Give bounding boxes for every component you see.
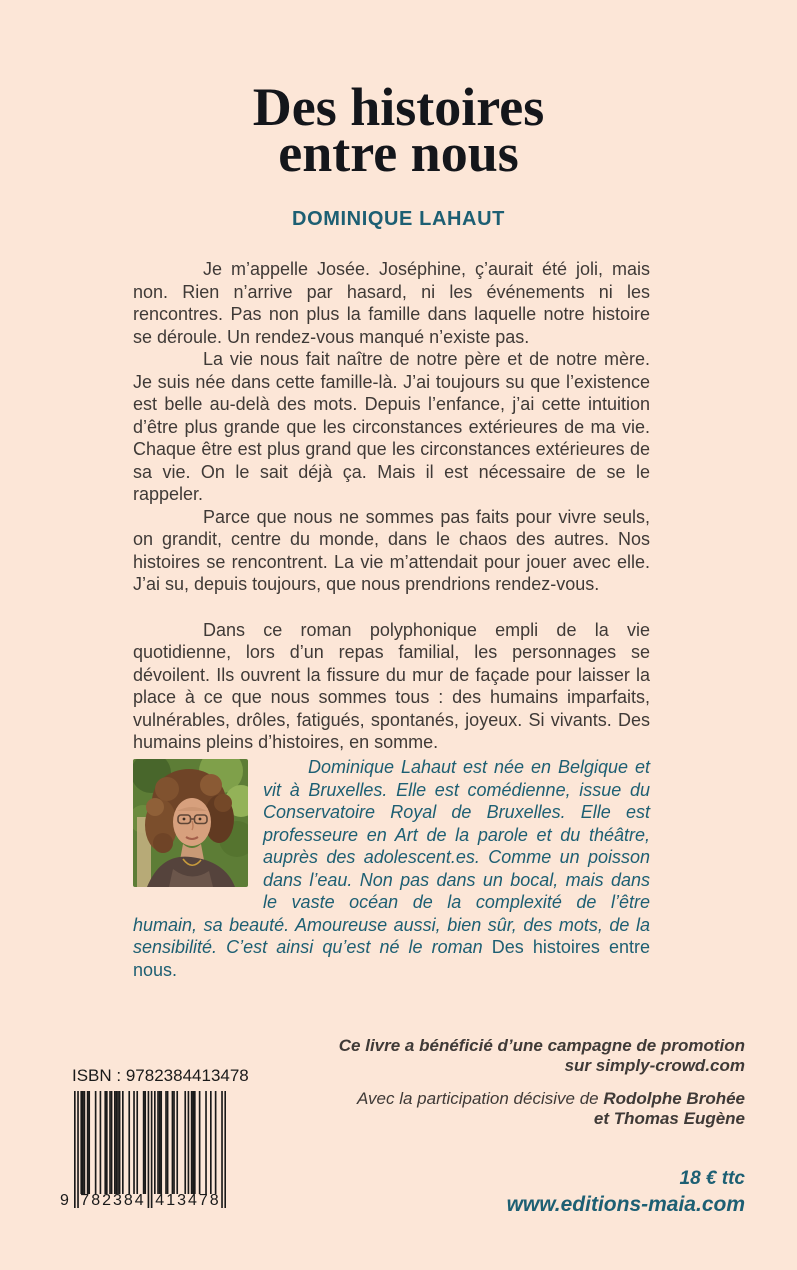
price: 18 € ttc bbox=[679, 1168, 745, 1189]
promotion-campaign bbox=[305, 1036, 745, 1076]
author-bio bbox=[133, 756, 650, 981]
promotion-credit bbox=[305, 1089, 745, 1129]
bio-book-title: Des histoires entre nous. bbox=[133, 937, 650, 980]
synopsis-paragraph: Je m’appelle Josée. Joséphine, ç’aurait été joli, mais non. Rien n’arrive par hasard, ni les événements ni les rencontres. Pas non plus la famille dans laquelle notre histoire se déroule. Un rendez-vous manqué n’existe pas. bbox=[133, 259, 650, 347]
synopsis-paragraph: Dans ce roman polyphonique empli de la vie quotidienne, lors d’un repas familial, les personnages se dévoilent. Ils ouvrent la fissure du mur de façade pour laisser la place à ce que nous sommes tous : des humains imparfaits, vulnérables, drôles, fatigués, spontanés, joyeux. Si vivants. Des humains pleins d’histoires, en somme. bbox=[133, 619, 650, 752]
promotion-block bbox=[305, 1036, 745, 1129]
synopsis bbox=[133, 258, 650, 754]
barcode-digits-right: 413478 bbox=[155, 1192, 221, 1209]
author-name: DOMINIQUE LAHAUT bbox=[292, 208, 505, 230]
promotion-credit-line1 bbox=[305, 1089, 745, 1109]
book-title-line2: entre nous bbox=[278, 123, 519, 183]
synopsis-paragraph: Parce que nous ne sommes pas faits pour vivre seuls, on grandit, centre du monde, dans le chaos des autres. Nos histoires se rencontrent. La vie m’attendait pour jouer avec elle. J’ai su, depuis toujours, que nous prendrions rendez-vous. bbox=[133, 506, 650, 594]
credit-prefix: Avec la participation décisive de bbox=[357, 1089, 604, 1108]
promotion-credit-line2: et Thomas Eugène bbox=[593, 1109, 745, 1128]
synopsis-paragraph: La vie nous fait naître de notre père et de notre mère. Je suis née dans cette famille-là. J’ai toujours su que l’existence est belle au-delà des mots. Depuis l’enfance, j’ai cette intuition d’être plus grande que les circonstances extérieures de ma vie. Chaque être est plus grand que les circonstances extérieures de sa vie. On le sait déjà ça. Mais il est nécessaire de se le rappeler. bbox=[133, 349, 650, 504]
isbn-label: ISBN : 9782384413478 bbox=[72, 1066, 249, 1085]
promotion-campaign-line2: sur simply-crowd.com bbox=[564, 1056, 745, 1075]
ean13-barcode bbox=[60, 1091, 226, 1216]
bio-italic-text: Dominique Lahaut est née en Belgique et vit à Bruxelles. Elle est comédienne, issue du Conservatoire Royal de Bruxelles. Elle est professeure en Art de la parole et du théâtre, auprès des adolescent.es. Comme un poisson dans l’eau. Non pas dans un bocal, mais dans le vaste océan de la complexité de l’être humain, sa beauté. Amoureuse aussi, bien sûr, des mots, de la sensibilité. C’est ainsi qu’est né le roman bbox=[133, 757, 650, 957]
author-photo bbox=[133, 759, 248, 887]
promotion-campaign-line1: Ce livre a bénéficié d’une campagne de promotion bbox=[338, 1036, 745, 1055]
barcode-digits-left: 782384 bbox=[80, 1192, 146, 1209]
book-title-line1: Des histoires bbox=[252, 77, 545, 137]
pricing-block bbox=[507, 1168, 745, 1217]
publisher-website: www.editions-maia.com bbox=[506, 1193, 745, 1216]
credit-name-1: Rodolphe Brohée bbox=[603, 1089, 745, 1108]
book-title bbox=[0, 77, 797, 183]
barcode-digit-lead: 9 bbox=[60, 1192, 71, 1209]
